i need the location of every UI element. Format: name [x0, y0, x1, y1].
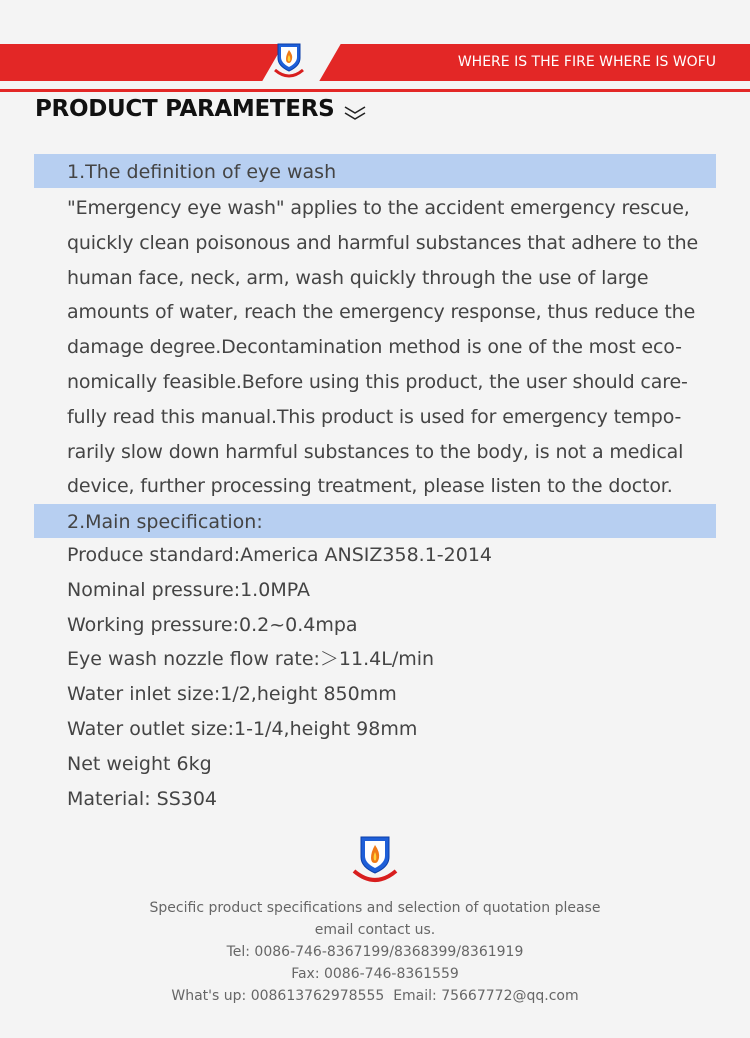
- paragraph-line: human face, neck, arm, wash quickly through the use of large: [67, 266, 649, 289]
- spec-item: Net weight 6kg: [67, 752, 212, 775]
- spec-item: Material: SS304: [67, 787, 218, 810]
- footer-whatsapp-email: What's up: 008613762978555 Email: 75667772@qq.com: [171, 988, 579, 1004]
- paragraph-line: amounts of water, reach the emergency response, thus reduce the: [67, 301, 696, 324]
- paragraph-line: quickly clean poisonous and harmful substances that adhere to the: [67, 231, 699, 254]
- specification-list: [67, 538, 492, 816]
- section-header-definition: [34, 154, 716, 188]
- footer-note-line: Specific product specifications and selection of quotation please: [149, 900, 601, 916]
- header-slogan: WHERE IS THE FIRE WHERE IS WOFU: [457, 54, 716, 70]
- spec-item: Produce standard:America ANSIZ358.1-2014: [67, 544, 493, 566]
- spec-item: Water outlet size:1-1/4,height 98mm: [67, 717, 418, 740]
- welfare-footer-logo-icon: [349, 835, 401, 887]
- header-divider: [0, 89, 750, 92]
- section-heading: 2.Main specification:: [67, 511, 263, 533]
- spec-item: Nominal pressure:1.0MPA: [67, 578, 310, 601]
- contact-footer: [0, 897, 750, 1007]
- spec-item: Working pressure:0.2~0.4mpa: [67, 613, 358, 636]
- footer-fax: Fax: 0086-746-8361559: [291, 966, 459, 982]
- double-chevron-down-icon[interactable]: [343, 104, 367, 122]
- paragraph-line: rarily slow down harmful substances to the body, is not a medical: [67, 440, 684, 463]
- spec-item: Eye wash nozzle flow rate:＞11.4L/min: [67, 648, 435, 671]
- footer-note-line: email contact us.: [314, 922, 436, 938]
- paragraph-line: device, further processing treatment, please listen to the doctor.: [67, 475, 673, 498]
- welfare-logo-icon: [272, 42, 306, 80]
- paragraph-line: fully read this manual.This product is used for emergency tempo-: [67, 405, 682, 428]
- paragraph-line: nomically feasible.Before using this product, the user should care-: [67, 370, 688, 393]
- page-title: PRODUCT PARAMETERS: [35, 96, 335, 122]
- section-header-specification: [34, 504, 716, 538]
- section-heading: 1.The definition of eye wash: [67, 161, 337, 183]
- footer-tel: Tel: 0086-746-8367199/8368399/8361919: [226, 944, 524, 960]
- spec-item: Water inlet size:1/2,height 850mm: [67, 683, 397, 706]
- paragraph-line: "Emergency eye wash" applies to the accident emergency rescue,: [67, 197, 690, 219]
- paragraph-line: damage degree.Decontamination method is one of the most eco-: [67, 336, 682, 359]
- definition-paragraph: [67, 191, 717, 504]
